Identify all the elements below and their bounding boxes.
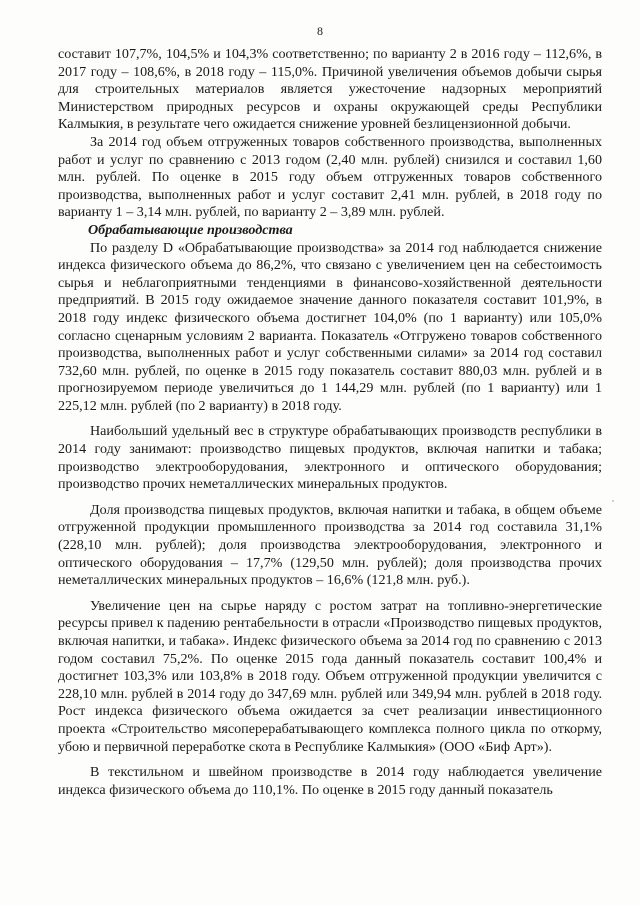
page-number: 8 (317, 24, 323, 38)
paragraph-shipped-goods: За 2014 год объем отгруженных товаров собственного производства, выполненных работ и услуг по сравнению с 2013 годом (2,40 млн. рублей) снизился и составил 1,60 млн. рублей. По оценке в 2015 году объем отгруженных товаров собственного производства, выполненных работ и услуг составит 2,41 млн. рублей, в 2018 году по варианту 1 – 3,14 млн. рублей, по варианту 2 – 3,89 млн. рублей. (58, 133, 602, 221)
scan-speck (612, 500, 614, 502)
document-body (58, 46, 602, 799)
paragraph-manufacturing-index: По разделу D «Обрабатывающие производства» за 2014 год наблюдается снижение индекса физического объема до 86,2%, что связано с увеличением цен на себестоимость сырья и неблагоприятными тенденциями в финансово-хозяйственной деятельности предприятий. В 2015 году ожидаемое значение данного показателя составит 101,9%, в 2018 году индекс физического объема достигнет 104,0% (по 1 варианту) или 105,0% согласно сценарным условиям 2 варианта. Показатель «Отгружено товаров собственного производства, выполненных работ и услуг собственными силами» за 2014 год составил 732,60 млн. рублей, по оценке в 2015 году показатель составит 880,03 млн. рублей и в прогнозируемом периоде увеличиться до 1 144,29 млн. рублей (по 1 варианту) или 1 225,12 млн. рублей (по 2 варианту) в 2018 году. (58, 239, 602, 414)
paragraph-food-industry: Увеличение цен на сырье наряду с ростом затрат на топливно-энергетические ресурсы привел к падению рентабельности в отрасли «Производство пищевых продуктов, включая напитки, и табака». Индекс физического объема за 2014 год по сравнению с 2013 годом составил 75,2%. По оценке 2015 года данный показатель составит 100,4% и достигнет 103,3% или 103,8% в 2018 году. Объем отгруженной продукции увеличится с 228,10 млн. рублей в 2014 году до 347,69 млн. рублей или 349,94 млн. рублей в 2018 году. Рост индекса физического объема ожидается за счет реализации инвестиционного проекта «Строительство мясоперерабатывающего комплекса полного цикла по откорму, убою и первичной переработке скота в Республике Калмыкия» (ООО «Биф Арт»). (58, 597, 602, 755)
paragraph-textile-industry: В текстильном и швейном производстве в 2014 году наблюдается увеличение индекса физического объема до 110,1%. По оценке в 2015 году данный показатель (58, 764, 602, 798)
paragraph-largest-share: Наибольший удельный вес в структуре обрабатывающих производств республики в 2014 году занимают: производство пищевых продуктов, включая напитки и табака; производство электрооборудования, электронного и оптического оборудования; производство прочих неметаллических минеральных продуктов. (58, 423, 602, 493)
paragraph-mining-variants: составит 107,7%, 104,5% и 104,3% соответственно; по варианту 2 в 2016 году – 112,6%, в 2017 году – 108,6%, в 2018 году – 115,0%. Причиной увеличения объемов добычи сырья для строительных материалов является ужесточение надзорных мероприятий Министерством природных ресурсов и охраны окружающей среды Республики Калмыкия, в результате чего ожидается снижение уровней безлицензионной добычи. (58, 46, 602, 133)
section-heading: Обрабатывающие производства (88, 221, 293, 238)
paragraph-production-shares: Доля производства пищевых продуктов, включая напитки и табака, в общем объеме отгруженной продукции промышленного производства за 2014 год составила 31,1% (228,10 млн. рублей); доля производства электрооборудования, электронного и оптического оборудования – 17,7% (129,50 млн. рублей); доля производства прочих неметаллических минеральных продуктов – 16,6% (121,8 млн. руб.). (58, 501, 602, 589)
